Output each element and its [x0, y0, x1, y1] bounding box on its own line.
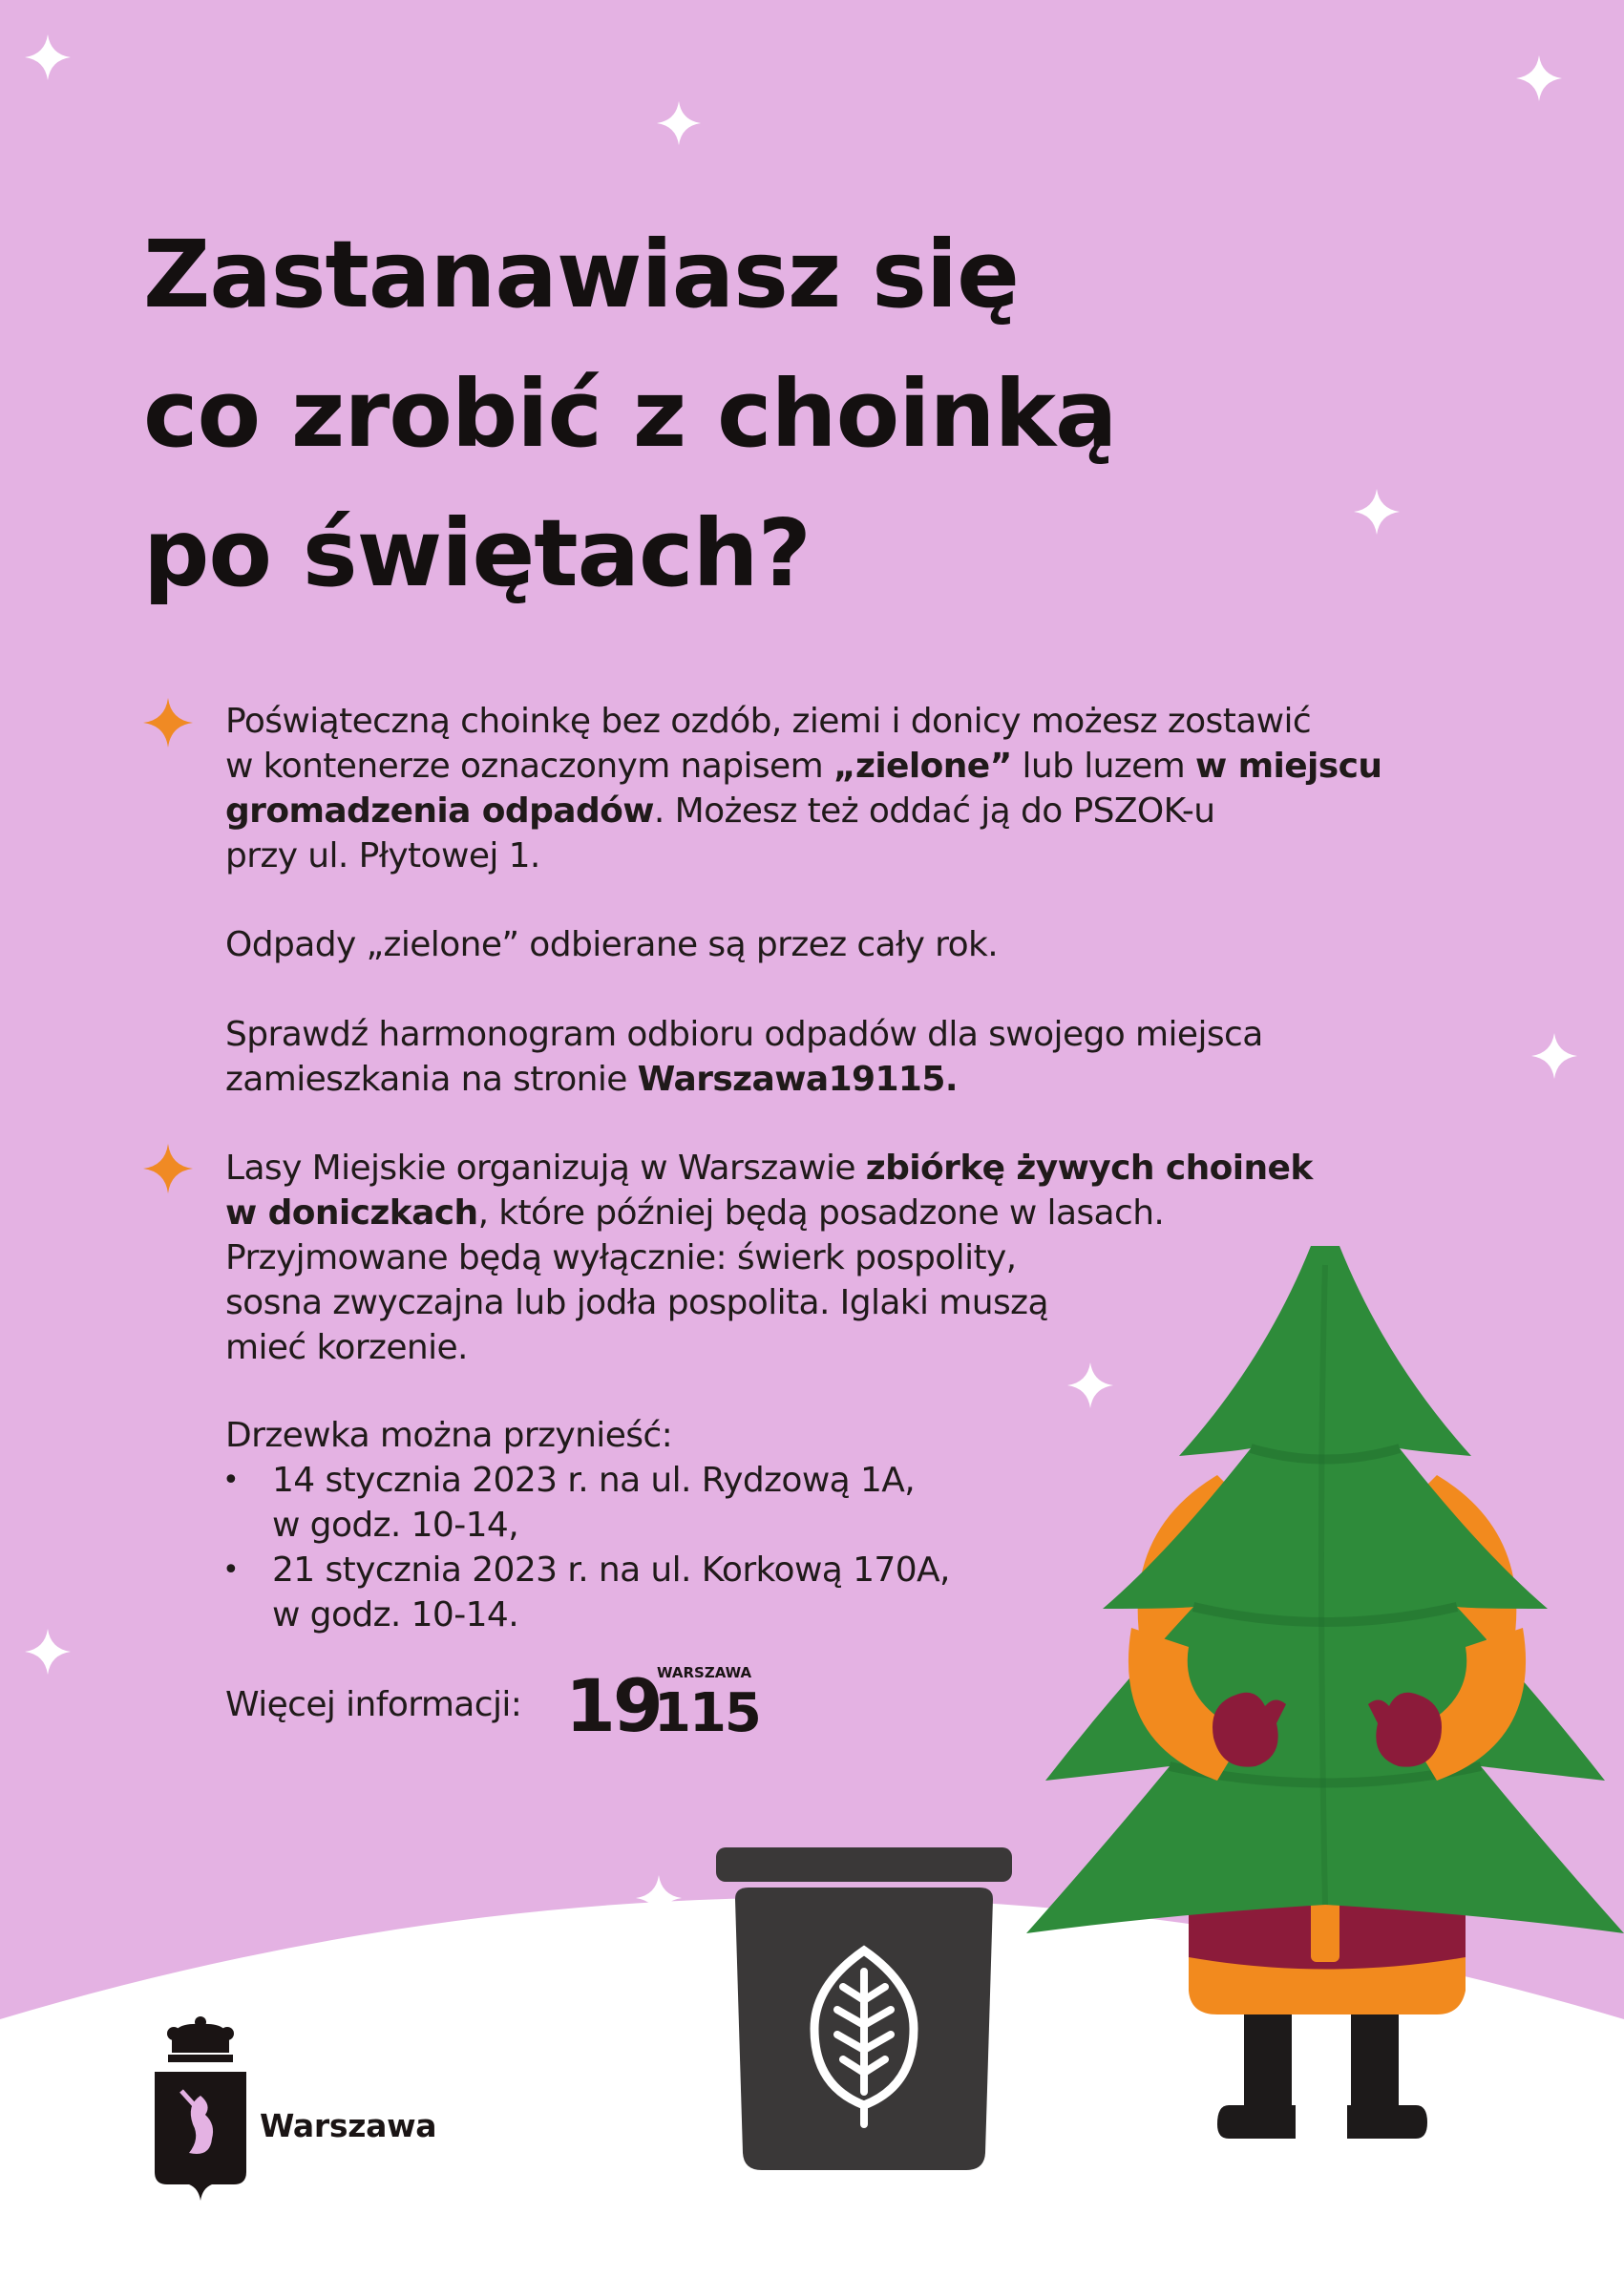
- sparkle-icon: [23, 1627, 73, 1677]
- page-title: [143, 205, 1384, 623]
- text-span: Lasy Miejskie organizują w Warszawie: [225, 1149, 866, 1188]
- text-line: [225, 1191, 1313, 1235]
- sparkle-icon: [655, 99, 703, 147]
- bold-text: gromadzenia odpadów: [225, 791, 654, 831]
- paragraph-green-waste: [225, 922, 998, 967]
- sparkle-icon: [1514, 53, 1564, 103]
- sparkle-icon: [1529, 1031, 1579, 1081]
- list-bullet: •: [222, 1464, 240, 1497]
- text-span: w kontenerze oznaczonym napisem: [225, 747, 833, 786]
- bold-text: w miejscu: [1195, 747, 1382, 786]
- christmas-tree-illustration: [1026, 1246, 1624, 2162]
- logo-19115-top: WARSZAWA: [657, 1664, 752, 1681]
- paragraph-schedule: [225, 1012, 1263, 1102]
- text-line: Przyjmowane będą wyłącznie: świerk pospolity,: [225, 1238, 1017, 1277]
- paragraph-disposal: [225, 699, 1381, 878]
- more-info-label: Więcej informacji:: [225, 1685, 522, 1724]
- text-line: przy ul. Płytowej 1.: [225, 836, 540, 875]
- logo-19115-num: 115: [654, 1682, 760, 1742]
- logo-19115-big: 19: [565, 1663, 661, 1742]
- text-line: Odpady „zielone” odbierane są przez cały rok.: [225, 925, 999, 964]
- text-line: w godz. 10-14,: [272, 1506, 519, 1545]
- list-bullet: •: [222, 1553, 240, 1587]
- title-line-3: po świętach?: [143, 499, 811, 607]
- text-line: [225, 1057, 1263, 1102]
- text-span: lub luzem: [1011, 747, 1195, 786]
- text-line: Poświąteczną choinkę bez ozdób, ziemi i donicy możesz zostawić: [225, 702, 1312, 741]
- sparkle-icon: [634, 1873, 684, 1923]
- orange-star-bullet-icon: [141, 696, 195, 749]
- list-item: [272, 1548, 950, 1637]
- bold-text: zbiórkę żywych choinek: [865, 1149, 1313, 1188]
- text-line: Drzewka można przynieść:: [225, 1416, 673, 1455]
- text-line: w godz. 10-14.: [272, 1595, 519, 1635]
- text-line: 21 stycznia 2023 r. na ul. Korkową 170A,: [272, 1550, 950, 1590]
- bold-text: w doniczkach: [225, 1193, 478, 1233]
- text-line: sosna zwyczajna lub jodła pospolita. Iglaki muszą: [225, 1283, 1048, 1322]
- text-line: [225, 789, 1381, 833]
- orange-star-bullet-icon: [141, 1142, 195, 1195]
- text-span: . Możesz też oddać ją do PSZOK-u: [653, 791, 1215, 831]
- list-item: [272, 1458, 915, 1548]
- sparkle-icon: [23, 32, 73, 82]
- paragraph-dates: [225, 1413, 672, 1458]
- text-line: Sprawdź harmonogram odbioru odpadów dla swojego miejsca: [225, 1015, 1263, 1054]
- title-line-2: co zrobić z choinką: [143, 360, 1117, 468]
- text-line: [225, 1146, 1313, 1191]
- warszawa-logo-label: Warszawa: [260, 2107, 437, 2144]
- warszawa-crest-icon: [153, 2014, 248, 2205]
- text-line: 14 stycznia 2023 r. na ul. Rydzową 1A,: [272, 1461, 916, 1500]
- warszawa19115-link[interactable]: Warszawa19115.: [637, 1060, 958, 1099]
- text-line: mieć korzenie.: [225, 1328, 468, 1367]
- text-span: , które później będą posadzone w lasach.: [477, 1193, 1165, 1233]
- green-waste-bin: [707, 1847, 1022, 2172]
- bold-text: „zielone”: [833, 747, 1012, 786]
- warszawa-19115-logo[interactable]: [565, 1656, 766, 1742]
- text-span: zamieszkania na stronie: [225, 1060, 638, 1099]
- title-line-1: Zastanawiasz się: [143, 221, 1019, 328]
- text-line: [225, 744, 1381, 789]
